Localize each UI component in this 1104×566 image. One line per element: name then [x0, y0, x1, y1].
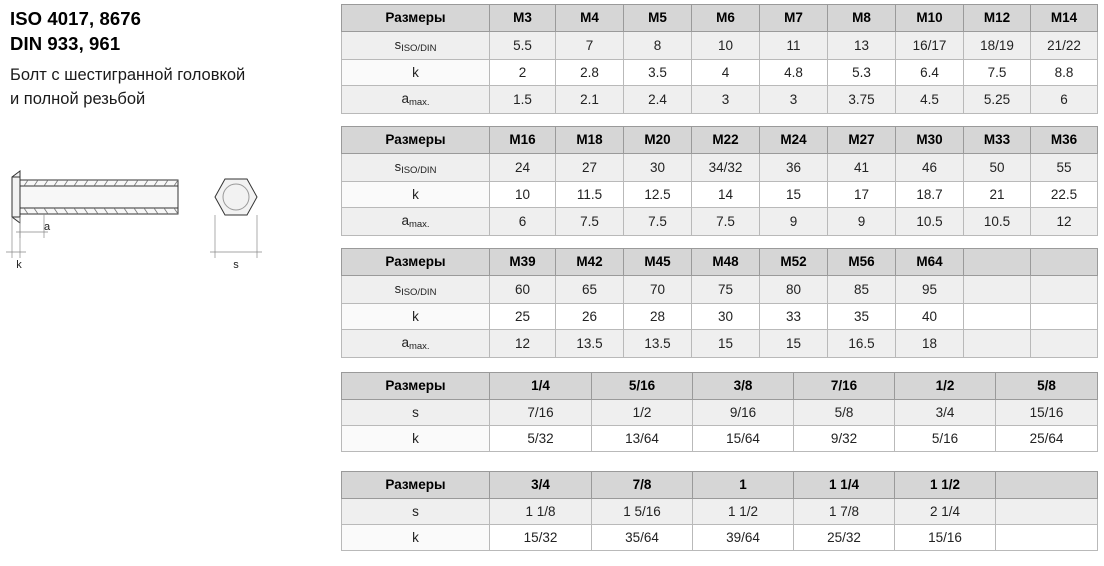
table-row	[342, 426, 1098, 452]
table-cell: 15	[760, 330, 828, 358]
table-cell: 1 7/8	[794, 499, 895, 525]
table-cell: 5/32	[490, 426, 592, 452]
dimension-label-s: s	[233, 259, 239, 271]
header-cell: M22	[692, 127, 760, 154]
table-header-row	[342, 127, 1098, 154]
header-cell: M39	[490, 249, 556, 276]
table-cell: 60	[490, 276, 556, 304]
table-cell: 5/8	[794, 400, 895, 426]
table-row	[342, 60, 1098, 86]
table-cell: 15	[692, 330, 760, 358]
table-cell: 16/17	[896, 32, 964, 60]
table-cell: 55	[1031, 154, 1098, 182]
standard-line-2: DIN 933, 961	[10, 33, 121, 54]
table-cell: 4	[692, 60, 760, 86]
table-cell: 13.5	[624, 330, 692, 358]
table-cell: 1 1/8	[490, 499, 592, 525]
table-cell: 28	[624, 304, 692, 330]
table-cell: 41	[828, 154, 896, 182]
table-cell: 9/32	[794, 426, 895, 452]
imperial-table-1	[341, 372, 1098, 452]
table-cell: 9/16	[693, 400, 794, 426]
table-cell: 17	[828, 182, 896, 208]
row-label-text: s	[394, 281, 402, 296]
table-cell: 4.8	[760, 60, 828, 86]
table-cell: 30	[624, 154, 692, 182]
table-cell: 10.5	[896, 208, 964, 236]
table-row	[342, 154, 1098, 182]
table-cell-empty	[1031, 276, 1098, 304]
header-cell: M45	[624, 249, 692, 276]
table-row	[342, 525, 1098, 551]
table-cell: 26	[556, 304, 624, 330]
header-cell: Размеры	[342, 472, 490, 499]
table-cell: 13/64	[592, 426, 693, 452]
table-cell: 12.5	[624, 182, 692, 208]
table-cell: 5/16	[895, 426, 996, 452]
table-cell-empty	[1031, 330, 1098, 358]
table-cell-empty	[964, 330, 1031, 358]
table-cell: 30	[692, 304, 760, 330]
row-label-text: a	[401, 91, 409, 106]
header-cell: M20	[624, 127, 692, 154]
row-label-subscript: max.	[408, 341, 430, 352]
header-cell-empty	[1031, 249, 1098, 276]
header-cell: 5/8	[996, 373, 1098, 400]
table-row	[342, 304, 1098, 330]
header-cell: M18	[556, 127, 624, 154]
header-cell: M52	[760, 249, 828, 276]
table-cell: 40	[896, 304, 964, 330]
row-label-text: s	[394, 159, 402, 174]
header-cell: M33	[964, 127, 1031, 154]
header-cell: 3/8	[693, 373, 794, 400]
header-cell: M24	[760, 127, 828, 154]
header-cell: 1 1/4	[794, 472, 895, 499]
table-cell: 10	[490, 182, 556, 208]
table-cell: 6	[1031, 86, 1098, 114]
table-cell: 6	[490, 208, 556, 236]
table-cell: 22.5	[1031, 182, 1098, 208]
header-cell: 3/4	[490, 472, 592, 499]
table-cell-empty	[964, 276, 1031, 304]
header-cell: M8	[828, 5, 896, 32]
table-cell: 3.5	[624, 60, 692, 86]
table-cell: 13.5	[556, 330, 624, 358]
bolt-technical-drawing	[4, 160, 334, 280]
table-cell: 25/32	[794, 525, 895, 551]
row-label-s: s	[342, 499, 490, 525]
header-cell: Размеры	[342, 373, 490, 400]
table-cell: 3	[760, 86, 828, 114]
header-cell: 5/16	[592, 373, 693, 400]
table-cell: 15/32	[490, 525, 592, 551]
table-cell: 65	[556, 276, 624, 304]
header-cell: M6	[692, 5, 760, 32]
row-label-k: k	[342, 426, 490, 452]
dimension-label-k: k	[16, 259, 22, 271]
table-cell: 11.5	[556, 182, 624, 208]
header-cell: M10	[896, 5, 964, 32]
standard-line-1: ISO 4017, 8676	[10, 8, 141, 29]
row-label-a-max	[342, 330, 490, 358]
table-cell: 7.5	[556, 208, 624, 236]
header-cell: Размеры	[342, 249, 490, 276]
table-cell: 14	[692, 182, 760, 208]
header-cell-empty	[964, 249, 1031, 276]
table-cell: 8.8	[1031, 60, 1098, 86]
table-header-row	[342, 5, 1098, 32]
row-label-s-iso-din	[342, 32, 490, 60]
row-label-text: s	[394, 37, 402, 52]
table-cell-empty	[996, 525, 1098, 551]
header-cell: M27	[828, 127, 896, 154]
table-cell: 4.5	[896, 86, 964, 114]
table-cell: 15/16	[996, 400, 1098, 426]
table-cell: 1.5	[490, 86, 556, 114]
header-cell: M12	[964, 5, 1031, 32]
row-label-k: k	[342, 304, 490, 330]
header-cell: 1/4	[490, 373, 592, 400]
table-cell: 12	[490, 330, 556, 358]
table-cell: 36	[760, 154, 828, 182]
table-row	[342, 499, 1098, 525]
row-label-subscript: max.	[408, 97, 430, 108]
table-cell: 5.3	[828, 60, 896, 86]
header-cell: M16	[490, 127, 556, 154]
row-label-s-iso-din	[342, 154, 490, 182]
imperial-table-2	[341, 471, 1098, 551]
row-label-subscript: max.	[408, 219, 430, 230]
table-header-row	[342, 249, 1098, 276]
header-cell: M36	[1031, 127, 1098, 154]
table-cell: 70	[624, 276, 692, 304]
table-cell: 34/32	[692, 154, 760, 182]
table-cell: 18	[896, 330, 964, 358]
header-cell: M5	[624, 5, 692, 32]
table-cell-empty	[964, 304, 1031, 330]
metric-table-2	[341, 126, 1098, 236]
table-cell: 2.4	[624, 86, 692, 114]
header-cell: M7	[760, 5, 828, 32]
row-label-a-max	[342, 208, 490, 236]
table-cell: 6.4	[896, 60, 964, 86]
table-cell: 24	[490, 154, 556, 182]
row-label-s: s	[342, 400, 490, 426]
table-cell: 9	[828, 208, 896, 236]
table-cell: 2	[490, 60, 556, 86]
table-cell: 15/64	[693, 426, 794, 452]
table-cell: 2 1/4	[895, 499, 996, 525]
header-cell: M56	[828, 249, 896, 276]
table-row	[342, 400, 1098, 426]
row-label-subscript: ISO/DIN	[401, 287, 437, 298]
metric-table-1	[341, 4, 1098, 114]
table-cell: 5.25	[964, 86, 1031, 114]
table-cell: 2.1	[556, 86, 624, 114]
header-cell: M42	[556, 249, 624, 276]
table-cell: 35	[828, 304, 896, 330]
table-row	[342, 208, 1098, 236]
bolt-drawing-svg	[4, 160, 334, 280]
table-cell: 7.5	[692, 208, 760, 236]
header-cell: M64	[896, 249, 964, 276]
header-cell: M30	[896, 127, 964, 154]
product-info-panel	[10, 6, 340, 111]
table-cell: 1 1/2	[693, 499, 794, 525]
table-cell: 5.5	[490, 32, 556, 60]
table-cell: 46	[896, 154, 964, 182]
row-label-subscript: ISO/DIN	[401, 43, 437, 54]
table-row	[342, 32, 1098, 60]
header-cell: M4	[556, 5, 624, 32]
table-cell: 3.75	[828, 86, 896, 114]
product-description-line-1: Болт с шестигранной головкой	[10, 66, 246, 84]
table-cell: 15	[760, 182, 828, 208]
table-cell: 10	[692, 32, 760, 60]
table-cell: 11	[760, 32, 828, 60]
table-cell: 7.5	[964, 60, 1031, 86]
header-cell: 1 1/2	[895, 472, 996, 499]
row-label-text: a	[401, 213, 409, 228]
header-cell: 1	[693, 472, 794, 499]
table-cell: 1/2	[592, 400, 693, 426]
table-cell: 21/22	[1031, 32, 1098, 60]
row-label-s-iso-din	[342, 276, 490, 304]
table-cell: 27	[556, 154, 624, 182]
table-cell: 95	[896, 276, 964, 304]
header-cell: 1/2	[895, 373, 996, 400]
table-row	[342, 182, 1098, 208]
table-header-row	[342, 472, 1098, 499]
table-cell-empty	[996, 499, 1098, 525]
table-cell: 33	[760, 304, 828, 330]
table-cell: 12	[1031, 208, 1098, 236]
header-cell: M48	[692, 249, 760, 276]
table-cell: 7.5	[624, 208, 692, 236]
table-row	[342, 330, 1098, 358]
row-label-k: k	[342, 182, 490, 208]
table-cell: 80	[760, 276, 828, 304]
table-cell: 2.8	[556, 60, 624, 86]
table-header-row	[342, 373, 1098, 400]
table-cell: 16.5	[828, 330, 896, 358]
table-cell: 25	[490, 304, 556, 330]
table-cell: 15/16	[895, 525, 996, 551]
table-row	[342, 276, 1098, 304]
row-label-k: k	[342, 60, 490, 86]
metric-table-3	[341, 248, 1098, 358]
table-cell: 9	[760, 208, 828, 236]
header-cell: Размеры	[342, 127, 490, 154]
row-label-text: a	[401, 335, 409, 350]
table-cell: 85	[828, 276, 896, 304]
dimension-label-a: a	[44, 221, 51, 233]
header-cell: 7/8	[592, 472, 693, 499]
header-cell: Размеры	[342, 5, 490, 32]
table-cell: 10.5	[964, 208, 1031, 236]
table-cell: 25/64	[996, 426, 1098, 452]
table-cell: 13	[828, 32, 896, 60]
header-cell: M14	[1031, 5, 1098, 32]
table-cell: 35/64	[592, 525, 693, 551]
table-cell: 18.7	[896, 182, 964, 208]
row-label-a-max	[342, 86, 490, 114]
table-cell: 39/64	[693, 525, 794, 551]
table-cell: 21	[964, 182, 1031, 208]
table-row	[342, 86, 1098, 114]
table-cell: 7/16	[490, 400, 592, 426]
table-cell: 1 5/16	[592, 499, 693, 525]
row-label-subscript: ISO/DIN	[401, 165, 437, 176]
table-cell: 3	[692, 86, 760, 114]
table-cell: 75	[692, 276, 760, 304]
header-cell: M3	[490, 5, 556, 32]
table-cell: 8	[624, 32, 692, 60]
row-label-k: k	[342, 525, 490, 551]
table-cell: 3/4	[895, 400, 996, 426]
table-cell: 7	[556, 32, 624, 60]
table-cell-empty	[1031, 304, 1098, 330]
table-cell: 18/19	[964, 32, 1031, 60]
table-cell: 50	[964, 154, 1031, 182]
header-cell-empty	[996, 472, 1098, 499]
product-description-line-2: и полной резьбой	[10, 90, 146, 108]
header-cell: 7/16	[794, 373, 895, 400]
